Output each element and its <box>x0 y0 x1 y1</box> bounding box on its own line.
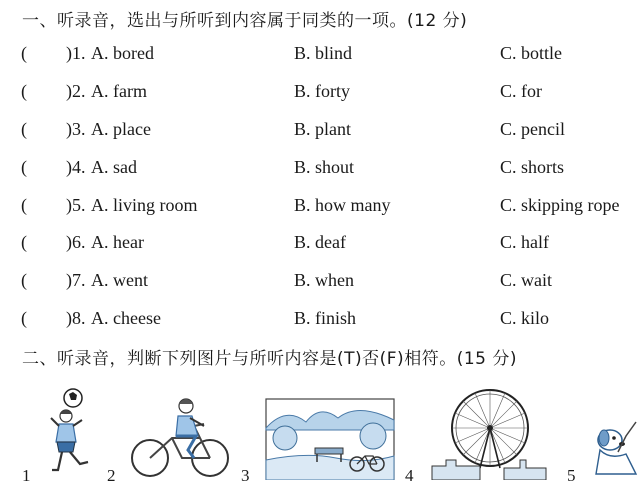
option-c: C. wait <box>500 270 552 290</box>
option-a: A. sad <box>91 157 137 177</box>
option-a: A. bored <box>91 43 154 63</box>
option-b: B. plant <box>294 119 351 139</box>
question-number: )5. <box>66 195 86 215</box>
answer-paren[interactable]: ( <box>21 157 27 177</box>
question-row <box>0 81 640 105</box>
option-b: B. deaf <box>294 232 346 252</box>
bench-icon <box>315 448 343 454</box>
option-b: B. finish <box>294 308 357 328</box>
bicycle-picture <box>124 394 236 480</box>
picture-number: 5 <box>567 466 576 485</box>
ferris-wheel-picture <box>428 386 552 480</box>
question-number: )3. <box>66 119 86 139</box>
section2-title: 二、听录音，判断下列图片与所听内容是(T)否(F)相符。(15 分) <box>22 349 517 369</box>
picture-number: 4 <box>405 466 414 485</box>
question-number: )6. <box>66 232 86 252</box>
option-b: B. blind <box>294 43 353 63</box>
picture-number: 1 <box>22 466 31 485</box>
park-picture <box>265 398 395 480</box>
boy-football-picture <box>38 386 98 480</box>
option-c: C. bottle <box>500 43 562 63</box>
option-a: A. cheese <box>91 308 161 328</box>
option-b: B. forty <box>294 81 350 101</box>
question-number: )1. <box>66 43 86 63</box>
option-b: B. when <box>294 270 354 290</box>
option-a: A. place <box>91 119 151 139</box>
dog-picture <box>588 416 640 480</box>
option-c: C. for <box>500 81 542 101</box>
option-c: C. pencil <box>500 119 565 139</box>
question-number: )2. <box>66 81 86 101</box>
answer-paren[interactable]: ( <box>21 43 27 63</box>
option-c: C. skipping rope <box>500 195 620 215</box>
option-c: C. half <box>500 232 549 252</box>
question-row <box>0 270 640 294</box>
question-row <box>0 308 640 332</box>
section1-title: 一、听录音，选出与所听到内容属于同类的一项。(12 分) <box>22 11 468 31</box>
option-c: C. shorts <box>500 157 565 177</box>
question-row <box>0 232 640 256</box>
picture-number: 2 <box>107 466 116 485</box>
answer-paren[interactable]: ( <box>21 81 27 101</box>
answer-paren[interactable]: ( <box>21 119 27 139</box>
option-a: A. living room <box>91 195 198 215</box>
question-number: )4. <box>66 157 86 177</box>
option-a: A. went <box>91 270 148 290</box>
picture-number: 3 <box>241 466 250 485</box>
answer-paren[interactable]: ( <box>21 308 27 328</box>
question-number: )7. <box>66 270 86 290</box>
question-number: )8. <box>66 308 86 328</box>
answer-paren[interactable]: ( <box>21 270 27 290</box>
question-row <box>0 195 640 219</box>
answer-paren[interactable]: ( <box>21 195 27 215</box>
option-a: A. hear <box>91 232 144 252</box>
option-b: B. shout <box>294 157 355 177</box>
option-c: C. kilo <box>500 308 550 328</box>
answer-paren[interactable]: ( <box>21 232 27 252</box>
question-row <box>0 43 640 67</box>
question-row <box>0 157 640 181</box>
option-b: B. how many <box>294 195 391 215</box>
option-a: A. farm <box>91 81 147 101</box>
question-row <box>0 119 640 143</box>
